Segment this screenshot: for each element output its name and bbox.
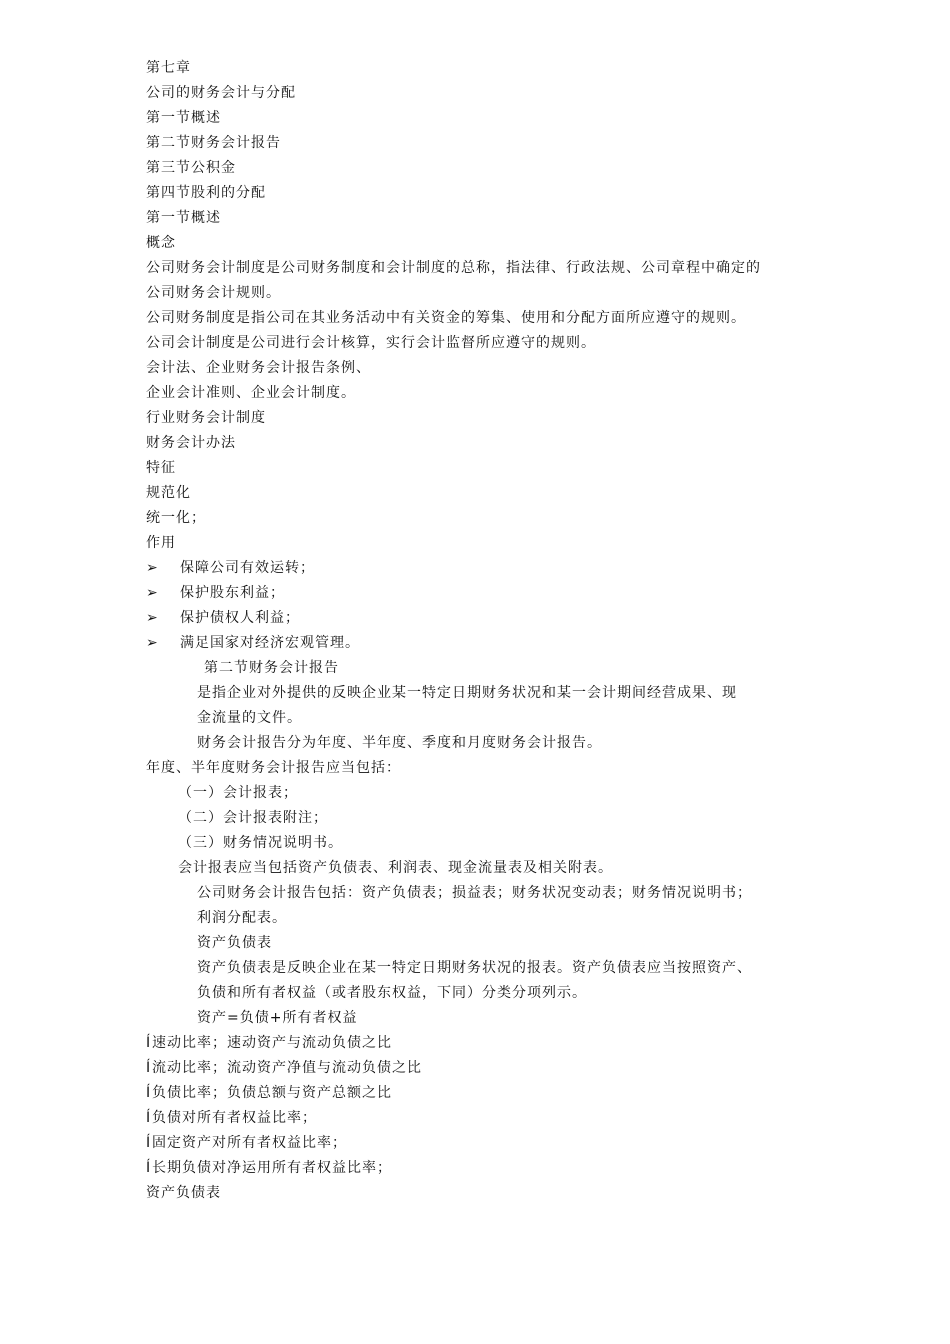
paragraph-line: 资产负债表是反映企业在某一特定日期财务状况的报表。资产负债表应当按照资产、 bbox=[197, 960, 752, 976]
bullet-mark-icon: Í bbox=[146, 1085, 152, 1101]
ratio-item bbox=[0, 1058, 950, 1078]
paragraph-line: 公司财务会计报告包括：资产负债表；损益表；财务状况变动表；财务情况说明书； bbox=[197, 885, 752, 901]
subheading: 资产负债表 bbox=[197, 935, 272, 951]
arrow-bullet-icon: ➢ bbox=[146, 585, 159, 601]
subheading: 资产负债表 bbox=[146, 1185, 221, 1201]
ratio-text: 负债对所有者权益比率； bbox=[152, 1110, 317, 1126]
ratio-text: 流动比率；流动资产净值与流动负债之比 bbox=[152, 1060, 422, 1076]
paragraph-line: 公司财务制度是指公司在其业务活动中有关资金的筹集、使用和分配方面所应遵守的规则。 bbox=[146, 310, 746, 326]
bullet-item bbox=[0, 558, 950, 578]
list-item: （一）会计报表； bbox=[178, 785, 298, 801]
toc-item: 第二节财务会计报告 bbox=[146, 135, 281, 151]
paragraph-line: 财务会计报告分为年度、半年度、季度和月度财务会计报告。 bbox=[197, 735, 602, 751]
paragraph-line: 会计报表应当包括资产负债表、利润表、现金流量表及相关附表。 bbox=[178, 860, 613, 876]
list-item: （三）财务情况说明书。 bbox=[178, 835, 343, 851]
paragraph-line: 年度、半年度财务会计报告应当包括： bbox=[146, 760, 401, 776]
bullet-mark-icon: Í bbox=[146, 1135, 152, 1151]
paragraph-line: 公司会计制度是公司进行会计核算，实行会计监督所应遵守的规则。 bbox=[146, 335, 596, 351]
arrow-bullet-icon: ➢ bbox=[146, 610, 159, 626]
subheading: 作用 bbox=[146, 535, 176, 551]
bullet-mark-icon: Í bbox=[146, 1110, 152, 1126]
subheading: 特征 bbox=[146, 460, 176, 476]
bullet-item bbox=[0, 633, 950, 653]
paragraph-line: 财务会计办法 bbox=[146, 435, 236, 451]
chapter-heading: 第七章 bbox=[146, 60, 191, 76]
paragraph-line: 企业会计准则、企业会计制度。 bbox=[146, 385, 356, 401]
bullet-text: 满足国家对经济宏观管理。 bbox=[180, 635, 360, 651]
chapter-title: 公司的财务会计与分配 bbox=[146, 85, 296, 101]
list-item: （二）会计报表附注； bbox=[178, 810, 328, 826]
section-heading: 第二节财务会计报告 bbox=[204, 660, 339, 676]
ratio-text: 长期负债对净运用所有者权益比率； bbox=[152, 1160, 392, 1176]
arrow-bullet-icon: ➢ bbox=[146, 560, 159, 576]
paragraph-line: 行业财务会计制度 bbox=[146, 410, 266, 426]
ratio-text: 固定资产对所有者权益比率； bbox=[152, 1135, 347, 1151]
paragraph-line: 利润分配表。 bbox=[197, 910, 287, 926]
arrow-bullet-icon: ➢ bbox=[146, 635, 159, 651]
bullet-text: 保护债权人利益； bbox=[180, 610, 300, 626]
paragraph-line: 金流量的文件。 bbox=[197, 710, 302, 726]
paragraph-line: 公司财务会计规则。 bbox=[146, 285, 281, 301]
ratio-item bbox=[0, 1083, 950, 1103]
section-heading: 第一节概述 bbox=[146, 210, 221, 226]
ratio-item bbox=[0, 1133, 950, 1153]
ratio-item bbox=[0, 1108, 950, 1128]
paragraph-line: 规范化 bbox=[146, 485, 191, 501]
paragraph-line: 统一化； bbox=[146, 510, 206, 526]
ratio-text: 负债比率；负债总额与资产总额之比 bbox=[152, 1085, 392, 1101]
ratio-item bbox=[0, 1033, 950, 1053]
bullet-text: 保障公司有效运转； bbox=[180, 560, 315, 576]
subheading: 概念 bbox=[146, 235, 176, 251]
paragraph-line: 会计法、企业财务会计报告条例、 bbox=[146, 360, 371, 376]
ratio-text: 速动比率；速动资产与流动负债之比 bbox=[152, 1035, 392, 1051]
bullet-text: 保护股东利益； bbox=[180, 585, 285, 601]
ratio-item bbox=[0, 1158, 950, 1178]
bullet-mark-icon: Í bbox=[146, 1160, 152, 1176]
bullet-item bbox=[0, 608, 950, 628]
formula-line: 资产=负债+所有者权益 bbox=[197, 1010, 358, 1026]
bullet-item bbox=[0, 583, 950, 603]
bullet-mark-icon: Í bbox=[146, 1060, 152, 1076]
toc-item: 第一节概述 bbox=[146, 110, 221, 126]
paragraph-line: 是指企业对外提供的反映企业某一特定日期财务状况和某一会计期间经营成果、现 bbox=[197, 685, 737, 701]
toc-item: 第三节公积金 bbox=[146, 160, 236, 176]
toc-item: 第四节股利的分配 bbox=[146, 185, 266, 201]
paragraph-line: 公司财务会计制度是公司财务制度和会计制度的总称，指法律、行政法规、公司章程中确定的 bbox=[146, 260, 761, 276]
paragraph-line: 负债和所有者权益（或者股东权益，下同）分类分项列示。 bbox=[197, 985, 587, 1001]
bullet-mark-icon: Í bbox=[146, 1035, 152, 1051]
